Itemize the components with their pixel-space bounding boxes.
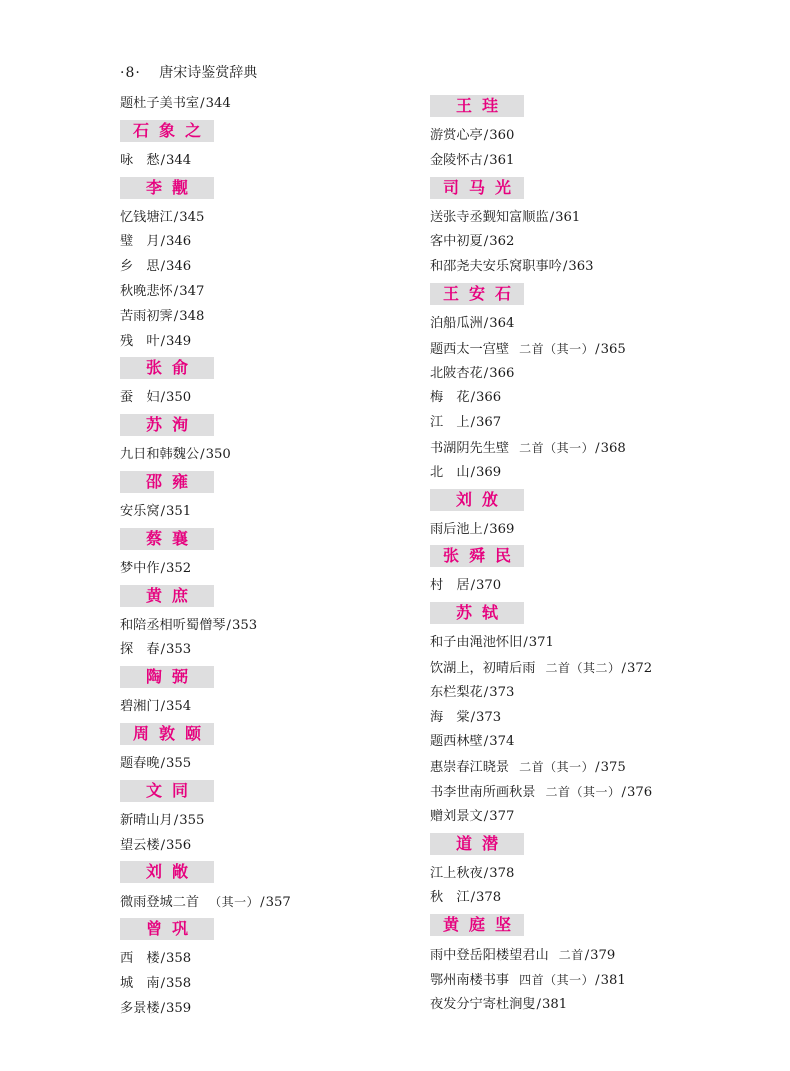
page-separator: / [160, 837, 166, 853]
page-ref: 377 [489, 808, 515, 824]
toc-entry[interactable] [430, 386, 750, 411]
toc-entry[interactable] [120, 443, 410, 468]
page-separator: / [562, 259, 568, 275]
page-separator: / [483, 808, 489, 824]
page-ref: 353 [166, 642, 192, 658]
toc-entry[interactable] [120, 92, 410, 117]
page-ref: 353 [231, 617, 258, 633]
poem-title: 饮湖上，初晴后雨 [430, 660, 536, 676]
poem-title: 西 楼 [120, 951, 160, 967]
author-heading: 司马光 [430, 177, 524, 199]
poem-title: 咏 愁 [120, 152, 160, 168]
page-separator: / [483, 865, 489, 881]
page-separator: / [160, 390, 166, 406]
page-separator: / [160, 699, 166, 715]
page-ref: 371 [528, 635, 554, 651]
page-ref: 358 [166, 951, 192, 967]
page-ref: 344 [166, 152, 192, 168]
page-ref: 373 [489, 684, 515, 700]
poem-title: 东栏梨花 [430, 684, 483, 700]
toc-entry[interactable] [430, 411, 750, 436]
toc-entry[interactable] [430, 993, 750, 1018]
poem-title: 海 棠 [430, 709, 470, 725]
page-ref: 373 [476, 709, 502, 725]
page-ref: 366 [476, 390, 502, 406]
toc-entry[interactable] [430, 656, 750, 681]
page-separator: / [595, 440, 600, 456]
poem-title: 城 南 [120, 975, 160, 991]
poem-title: 望云楼 [120, 837, 160, 853]
toc-entry[interactable] [430, 730, 750, 755]
poem-note: 二首（其二） [545, 660, 621, 675]
toc-entry[interactable] [430, 461, 750, 486]
page-separator: / [483, 734, 489, 750]
poem-title: 雨后池上 [430, 521, 483, 537]
page-separator: / [621, 660, 626, 676]
page-separator: / [160, 152, 166, 168]
page-ref: 352 [166, 560, 192, 576]
author-heading: 张舜民 [430, 545, 524, 567]
page-separator: / [470, 890, 476, 906]
toc-entry[interactable] [430, 755, 750, 780]
page-ref: 361 [489, 152, 515, 168]
poem-title: 泊船瓜洲 [430, 315, 483, 331]
poem-note: 二首（其一） [545, 784, 621, 799]
page-ref: 355 [166, 755, 192, 771]
page-ref: 381 [541, 996, 568, 1012]
toc-entry[interactable] [120, 305, 410, 330]
poem-title: 题西林壁 [430, 734, 483, 750]
page-ref: 367 [476, 415, 502, 431]
page-separator: / [200, 96, 205, 111]
page-ref: 379 [590, 948, 616, 964]
page-separator: / [595, 341, 600, 357]
poem-title: 探 春 [120, 642, 160, 658]
page-ref: 357 [265, 895, 291, 911]
poem-title: 送张寺丞觐知富顺监 [430, 209, 549, 225]
page-separator: / [470, 578, 476, 594]
page-separator: / [483, 234, 489, 250]
poem-title: 江上秋夜 [430, 865, 483, 881]
page-ref: 350 [166, 390, 192, 406]
author-heading: 张俞 [120, 357, 214, 379]
poem-title: 苦雨初霁 [120, 308, 173, 324]
book-title: 唐宋诗鉴赏辞典 [159, 65, 258, 81]
page-ref: 372 [626, 660, 653, 676]
page-ref: 378 [489, 865, 515, 881]
toc-entry[interactable] [120, 638, 410, 663]
page-ref: 368 [600, 440, 626, 456]
poem-title: 新晴山月 [120, 812, 173, 828]
page-separator: / [160, 560, 166, 576]
poem-title: 赠刘景文 [430, 808, 483, 824]
author-heading: 苏洵 [120, 414, 214, 436]
poem-note: 二首 [558, 948, 584, 963]
poem-title: 和陪丞相听蜀僧琴 [120, 617, 226, 633]
toc-entry[interactable] [430, 436, 750, 461]
author-heading: 王安石 [430, 283, 524, 305]
toc-entry[interactable] [430, 124, 750, 149]
poem-title: 璧 月 [120, 234, 160, 250]
page-ref: 361 [555, 209, 581, 225]
poem-title: 蚕 妇 [120, 390, 160, 406]
poem-note: 二首（其一） [519, 440, 595, 455]
poem-title: 和子由渑池怀旧 [430, 635, 523, 651]
toc-entry[interactable] [120, 255, 410, 280]
page-ref: 375 [600, 760, 626, 776]
page-ref: 370 [476, 578, 502, 594]
toc-entry[interactable] [120, 557, 410, 582]
page-separator: / [595, 972, 600, 988]
poem-title: 题杜子美书室 [120, 96, 200, 111]
poem-title: 安乐窝 [120, 503, 160, 519]
page-ref: 346 [166, 234, 192, 250]
toc-entry[interactable] [430, 574, 750, 599]
page-ref: 369 [489, 521, 515, 537]
author-heading: 黄庭坚 [430, 914, 524, 936]
page-ref: 350 [205, 447, 231, 463]
toc-entry[interactable] [120, 947, 410, 972]
toc-entry[interactable] [430, 255, 750, 280]
page-separator: / [584, 948, 590, 964]
page-separator: / [226, 617, 231, 633]
toc-entry[interactable] [430, 312, 750, 337]
toc-entry[interactable] [430, 230, 750, 255]
toc-entry[interactable] [120, 972, 410, 997]
poem-title: 忆钱塘江 [120, 209, 173, 225]
page-separator: / [160, 755, 166, 771]
page-separator: / [536, 996, 541, 1012]
poem-title: 梦中作 [120, 560, 160, 576]
poem-title: 惠崇春江晓景 [430, 760, 510, 776]
page-ref: 344 [205, 96, 231, 111]
toc-entry[interactable] [120, 386, 410, 411]
page-ref: 363 [568, 259, 594, 275]
poem-title: 微雨登城二首 [120, 895, 200, 911]
page-separator: / [470, 709, 476, 725]
page-separator: / [160, 951, 166, 967]
page-separator: / [523, 635, 528, 651]
toc-entry[interactable] [430, 862, 750, 887]
toc-entry[interactable] [430, 149, 750, 174]
page-ref: 347 [179, 283, 205, 299]
poem-title: 书湖阴先生壁 [430, 440, 510, 456]
poem-title: 残 叶 [120, 333, 160, 349]
poem-note: （其一） [209, 895, 260, 910]
page-separator: / [483, 315, 489, 331]
toc-column-right [430, 92, 750, 1018]
page-separator: / [160, 259, 166, 275]
author-heading: 刘攽 [430, 489, 524, 511]
page-ref: 354 [166, 699, 192, 715]
page-separator: / [173, 283, 179, 299]
toc-entry[interactable] [430, 706, 750, 731]
toc-entry[interactable] [430, 337, 750, 362]
page-ref: 366 [489, 365, 515, 381]
page-ref: 358 [166, 975, 192, 991]
page-separator: / [200, 447, 205, 463]
page-separator: / [595, 760, 600, 776]
poem-title: 游赏心亭 [430, 128, 483, 143]
toc-column-left [120, 92, 410, 1022]
page-separator: / [483, 152, 489, 168]
toc-entry[interactable] [120, 149, 410, 174]
page-ref: 359 [166, 1000, 192, 1016]
page-separator: / [549, 209, 555, 225]
toc-entry[interactable] [120, 206, 410, 231]
toc-entry[interactable] [430, 631, 750, 656]
page-separator: / [160, 503, 166, 519]
poem-title: 乡 思 [120, 259, 160, 275]
toc-entry[interactable] [430, 362, 750, 387]
author-heading: 邵雍 [120, 471, 214, 493]
toc-entry[interactable] [120, 695, 410, 720]
page-ref: 348 [179, 308, 205, 324]
page-separator: / [160, 1000, 166, 1016]
poem-note: 二首（其一） [519, 760, 595, 775]
author-heading: 李觏 [120, 177, 214, 199]
poem-title: 和邵尧夫安乐窝职事吟 [430, 259, 562, 275]
page-ref: 351 [166, 503, 192, 519]
toc-entry[interactable] [120, 809, 410, 834]
toc-entry[interactable] [120, 280, 410, 305]
page-ref: 349 [166, 333, 192, 349]
page-ref: 365 [600, 341, 626, 357]
page-ref: 360 [489, 128, 515, 143]
page-separator: / [483, 684, 489, 700]
poem-title: 雨中登岳阳楼望君山 [430, 948, 549, 964]
page-separator: / [470, 415, 476, 431]
poem-title: 北 山 [430, 464, 470, 480]
page-ref: 374 [489, 734, 515, 750]
page-ref: 356 [166, 837, 192, 853]
page-separator: / [160, 333, 166, 349]
toc-entry[interactable] [120, 614, 410, 639]
author-heading: 刘敞 [120, 861, 214, 883]
poem-title: 金陵怀古 [430, 152, 483, 168]
toc-entry[interactable] [120, 330, 410, 355]
poem-title: 多景楼 [120, 1000, 160, 1016]
author-heading: 陶弼 [120, 666, 214, 688]
author-heading: 石象之 [120, 120, 214, 142]
poem-title: 秋晚悲怀 [120, 283, 173, 299]
poem-title: 村 居 [430, 578, 470, 594]
toc-entry[interactable] [430, 968, 750, 993]
page-separator: / [470, 390, 476, 406]
author-heading: 苏轼 [430, 602, 524, 624]
poem-title: 秋 江 [430, 890, 470, 906]
poem-title: 题西太一宫壁 [430, 341, 510, 357]
poem-note: 二首（其一） [519, 341, 595, 356]
author-heading: 黄庶 [120, 585, 214, 607]
toc-entry[interactable] [120, 997, 410, 1022]
poem-title: 碧湘门 [120, 699, 160, 715]
page-separator: / [173, 209, 179, 225]
author-heading: 周敦颐 [120, 723, 214, 745]
page-ref: 355 [179, 812, 205, 828]
toc-entry[interactable] [430, 518, 750, 543]
toc-entry[interactable] [430, 780, 750, 805]
poem-title: 书李世南所画秋景 [430, 784, 536, 800]
page-ref: 378 [476, 890, 502, 906]
page-ref: 346 [166, 259, 192, 275]
toc-entry[interactable] [120, 230, 410, 255]
page-separator: / [173, 812, 179, 828]
poem-title: 夜发分宁寄杜涧叟 [430, 996, 536, 1012]
poem-title: 北陂杏花 [430, 365, 483, 381]
author-heading: 道潜 [430, 833, 524, 855]
page-separator: / [160, 642, 166, 658]
poem-note: 四首（其一） [519, 972, 595, 987]
page-separator: / [160, 975, 166, 991]
page-ref: 376 [626, 784, 653, 800]
page-ref: 369 [476, 464, 502, 480]
poem-title: 江 上 [430, 415, 470, 431]
page-number: ·8· [120, 65, 141, 81]
page-separator: / [621, 784, 626, 800]
page-separator: / [483, 521, 489, 537]
page-ref: 381 [600, 972, 626, 988]
running-head [120, 64, 257, 82]
page-ref: 364 [489, 315, 515, 331]
toc-entry[interactable] [430, 681, 750, 706]
page-separator: / [470, 464, 476, 480]
toc-entry[interactable] [120, 500, 410, 525]
page-separator: / [260, 895, 265, 911]
page-separator: / [483, 128, 489, 143]
poem-title: 梅 花 [430, 390, 470, 406]
toc-entry[interactable] [120, 890, 410, 915]
page-separator: / [483, 365, 489, 381]
poem-title: 九日和韩魏公 [120, 447, 200, 463]
toc-entry[interactable] [430, 805, 750, 830]
toc-entry[interactable] [120, 752, 410, 777]
author-heading: 蔡襄 [120, 528, 214, 550]
page-ref: 362 [489, 234, 515, 250]
poem-title: 题春晚 [120, 755, 160, 771]
toc-entry[interactable] [430, 886, 750, 911]
author-heading: 曾巩 [120, 918, 214, 940]
page-separator: / [160, 234, 166, 250]
page-separator: / [173, 308, 179, 324]
toc-entry[interactable] [430, 943, 750, 968]
author-heading: 文同 [120, 780, 214, 802]
page-ref: 345 [179, 209, 205, 225]
toc-entry[interactable] [120, 834, 410, 859]
author-heading: 王珪 [430, 95, 524, 117]
poem-title: 鄂州南楼书事 [430, 972, 510, 988]
toc-entry[interactable] [430, 206, 750, 231]
poem-title: 客中初夏 [430, 234, 483, 250]
